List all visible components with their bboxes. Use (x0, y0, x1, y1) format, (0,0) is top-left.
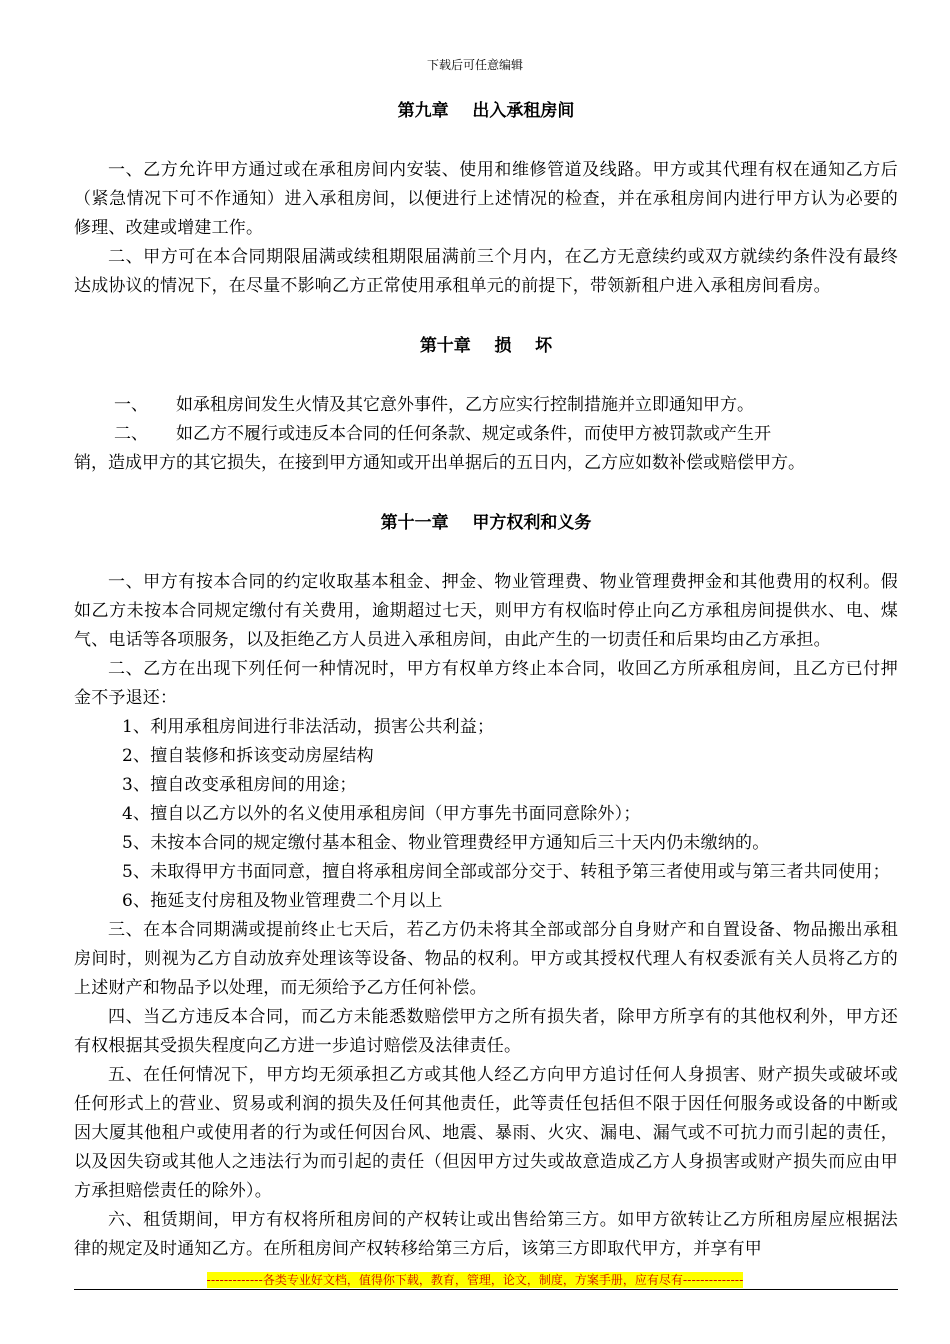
chapter-11-list-item: 5、未按本合同的规定缴付基本租金、物业管理费经甲方通知后三十天内仍未缴纳的。 (122, 833, 770, 853)
chapter-11-list-item: 3、擅自改变承租房间的用途； (122, 775, 357, 795)
chapter-10-item-1 (74, 391, 898, 420)
chapter-10-title: 第十章 损 坏 (419, 336, 553, 356)
chapter-11-list-item: 6、拖延支付房租及物业管理费二个月以上 (122, 891, 443, 911)
chapter-11-list-item: 1、利用承租房间进行非法活动，损害公共利益； (122, 717, 495, 737)
chapter-9-paragraph-1: 一、乙方允许甲方通过或在承租房间内安装、使用和维修管道及线路。甲方或其代理有权在通知乙方后（紧急情况下可不作通知）进入承租房间，以便进行上述情况的检查，并在承租房间内进行甲方认为必要的修理、改建或增建工作。 (74, 160, 898, 238)
chapter-11-paragraph-3: 三、在本合同期满或提前终止七天后，若乙方仍未将其全部或部分自身财产和自置设备、物品搬出承租房间时，则视为乙方自动放弃处理该等设备、物品的权利。甲方或其授权代理人有权委派有关人员将乙方的上述财产和物品予以处理，而无须给予乙方任何补偿。 (74, 920, 898, 998)
chapter-10-item-2-continuation: 销，造成甲方的其它损失，在接到甲方通知或开出单据后的五日内，乙方应如数补偿或赔偿甲方。 (74, 453, 805, 473)
chapter-11-paragraph-2: 二、乙方在出现下列任何一种情况时，甲方有权单方终止本合同，收回乙方所承租房间，且乙方已付押金不予退还： (74, 659, 898, 708)
chapter-10-item-2-number: 二、 (114, 424, 148, 444)
footer-banner (0, 1271, 950, 1288)
chapter-11-list-item: 2、擅自装修和拆该变动房屋结构 (122, 746, 374, 766)
chapter-11-title: 第十一章 甲方权利和义务 (380, 513, 592, 533)
footer-divider (74, 1289, 898, 1290)
header-note: 下载后可任意编辑 (426, 58, 523, 72)
chapter-11-paragraph-6: 六、租赁期间，甲方有权将所租房间的产权转让或出售给第三方。如甲方欲转让乙方所租房屋应根据法律的规定及时通知乙方。在所租房间产权转移给第三方后，该第三方即取代甲方，并享有甲 (74, 1210, 898, 1259)
chapter-11-list-item: 4、擅自以乙方以外的名义使用承租房间（甲方事先书面同意除外）； (122, 804, 641, 824)
chapter-11-paragraph-5: 五、在任何情况下，甲方均无须承担乙方或其他人经乙方向甲方追讨任何人身损害、财产损失或破坏或任何形式上的营业、贸易或利润的损失及任何其他责任，此等责任包括但不限于因任何服务或设备的中断或因大厦其他租户或使用者的行为或任何因台风、地震、暴雨、火灾、漏电、漏气或不可抗力而引起的责任，以及因失窃或其他人之违法行为而引起的责任（但因甲方过失或故意造成乙方人身损害或财产损失而应由甲方承担赔偿责任的除外）。 (74, 1065, 898, 1201)
chapter-11-paragraph-4: 四、当乙方违反本合同，而乙方未能悉数赔偿甲方之所有损失者，除甲方所享有的其他权利外，甲方还有权根据其受损失程度向乙方进一步追讨赔偿及法律责任。 (74, 1007, 898, 1056)
chapter-10-item-1-text: 如承租房间发生火情及其它意外事件，乙方应实行控制措施并立即通知甲方。 (176, 395, 754, 415)
chapter-10-item-1-number: 一、 (114, 395, 148, 415)
document-body (74, 96, 898, 1264)
footer-banner-text: -------------各类专业好文档，值得你下载，教育，管理，论文，制度，方案手册，应有尽有-------------- (206, 1273, 744, 1287)
chapter-11-list-item: 5、未取得甲方书面同意，擅自将承租房间全部或部分交于、转租予第三者使用或与第三者共同使用； (122, 862, 890, 882)
chapter-9-title: 第九章 出入承租房间 (397, 101, 575, 121)
chapter-10-item-2-text: 如乙方不履行或违反本合同的任何条款、规定或条件，而使甲方被罚款或产生开 (176, 424, 771, 444)
chapter-10-item-2 (74, 420, 898, 449)
chapter-11-paragraph-1: 一、甲方有按本合同的约定收取基本租金、押金、物业管理费、物业管理费押金和其他费用的权利。假如乙方未按本合同规定缴付有关费用，逾期超过七天，则甲方有权临时停止向乙方承租房间提供水、电、煤气、电话等各项服务，以及拒绝乙方人员进入承租房间，由此产生的一切责任和后果均由乙方承担。 (74, 572, 898, 650)
chapter-9-paragraph-2: 二、甲方可在本合同期限届满或续租期限届满前三个月内，在乙方无意续约或双方就续约条件没有最终达成协议的情况下，在尽量不影响乙方正常使用承租单元的前提下，带领新租户进入承租房间看房。 (74, 247, 898, 296)
